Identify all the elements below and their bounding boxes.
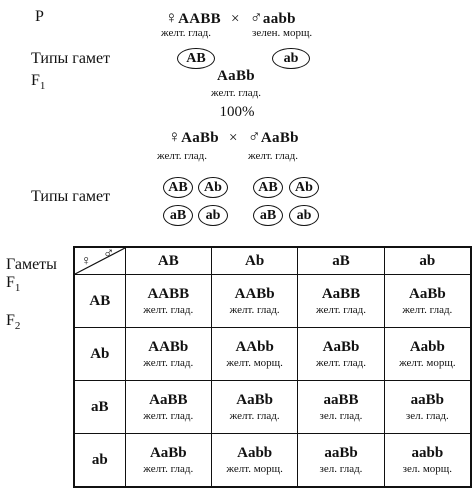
offspring-cell bbox=[384, 328, 471, 381]
parental-cross bbox=[165, 8, 296, 28]
female-genotype: AABB bbox=[178, 11, 221, 27]
cell-genotype: aaBb bbox=[410, 392, 444, 408]
row-header: AB bbox=[74, 275, 125, 328]
male-gamete: AB bbox=[253, 177, 283, 198]
cell-phenotype: желт. морщ. bbox=[399, 357, 456, 369]
cell-genotype: AABB bbox=[147, 286, 190, 302]
cell-phenotype: желт. морщ. bbox=[226, 357, 283, 369]
corner-cell bbox=[74, 247, 125, 275]
female-gamete: Ab bbox=[198, 177, 228, 198]
cell-genotype: AaBb bbox=[149, 445, 187, 461]
cell-genotype: AABb bbox=[234, 286, 275, 302]
label-gamete-types-2: Типы гамет bbox=[31, 188, 111, 205]
cell-genotype: aaBB bbox=[323, 392, 359, 408]
offspring-cell bbox=[211, 328, 297, 381]
cell-phenotype: желт. глад. bbox=[143, 304, 194, 316]
label-gametes: Гаметы bbox=[6, 256, 57, 273]
cell-genotype: AaBB bbox=[321, 286, 361, 302]
cell-genotype: AaBb bbox=[236, 392, 273, 408]
label-f1-table: $F_1$ bbox=[6, 274, 21, 295]
cell-phenotype: желт. глад. bbox=[143, 357, 194, 369]
cell-genotype: AABb bbox=[148, 339, 189, 355]
female-symbol: ♀ bbox=[165, 8, 179, 27]
cell-phenotype: желт. глад. bbox=[143, 463, 194, 475]
offspring-cell bbox=[298, 328, 384, 381]
column-header: Ab bbox=[211, 247, 297, 275]
f1-cross bbox=[168, 127, 299, 147]
female-symbol: ♀ bbox=[168, 127, 182, 146]
male-genotype: aabb bbox=[262, 11, 296, 27]
cell-genotype: Aabb bbox=[409, 339, 445, 355]
cell-genotype: AaBB bbox=[149, 392, 188, 408]
row-header: aB bbox=[74, 381, 125, 434]
offspring-cell bbox=[125, 434, 211, 488]
cross-times: × bbox=[229, 130, 238, 146]
male-symbol: ♂ bbox=[249, 8, 263, 27]
female-symbol: ♀ bbox=[81, 254, 92, 269]
male-symbol: ♂ bbox=[103, 246, 115, 262]
male-gamete: ab bbox=[289, 205, 319, 226]
label-f1: $F_1$ bbox=[31, 72, 46, 93]
cell-phenotype: желт. глад. bbox=[229, 410, 280, 422]
cell-genotype: AaBb bbox=[408, 286, 446, 302]
female-phenotype: желт. глад. bbox=[161, 27, 211, 39]
punnett-square bbox=[73, 246, 472, 488]
cell-phenotype: зел. морщ. bbox=[402, 463, 453, 475]
cell-genotype: aaBb bbox=[324, 445, 358, 461]
cell-phenotype: зел. глад. bbox=[319, 463, 363, 475]
cell-phenotype: желт. глад. bbox=[316, 357, 366, 369]
offspring-cell bbox=[125, 275, 211, 328]
row-header: ab bbox=[74, 434, 125, 488]
cell-phenotype: зел. глад. bbox=[319, 410, 363, 422]
label-f2: $F_2$ bbox=[6, 312, 21, 333]
offspring-cell bbox=[384, 381, 471, 434]
p-gamete: AB bbox=[177, 48, 215, 69]
cell-phenotype: желт. морщ. bbox=[226, 463, 283, 475]
f1-phenotype: желт. глад. bbox=[211, 87, 261, 99]
male-gamete: aB bbox=[253, 205, 283, 226]
male-gamete: Ab bbox=[289, 177, 319, 198]
cell-genotype: AaBb bbox=[322, 339, 360, 355]
offspring-cell bbox=[125, 381, 211, 434]
offspring-cell bbox=[298, 275, 384, 328]
cell-genotype: aabb bbox=[411, 445, 444, 461]
column-header: AB bbox=[125, 247, 211, 275]
table-row bbox=[74, 434, 471, 488]
cell-phenotype: желт. глад. bbox=[316, 304, 366, 316]
offspring-cell bbox=[298, 434, 384, 488]
offspring-cell bbox=[125, 328, 211, 381]
cell-genotype: AAbb bbox=[235, 339, 274, 355]
female-gamete: AB bbox=[163, 177, 193, 198]
offspring-cell bbox=[384, 275, 471, 328]
table-row bbox=[74, 275, 471, 328]
label-gamete-types: Типы гамет bbox=[31, 50, 111, 67]
f1-genotype: AaBb bbox=[217, 68, 255, 84]
offspring-cell bbox=[298, 381, 384, 434]
cell-genotype: Aabb bbox=[237, 445, 273, 461]
offspring-cell bbox=[384, 434, 471, 488]
offspring-cell bbox=[211, 434, 297, 488]
f1-percent: 100% bbox=[219, 104, 255, 120]
column-header: aB bbox=[298, 247, 384, 275]
row-header: Ab bbox=[74, 328, 125, 381]
table-row bbox=[74, 328, 471, 381]
header-row bbox=[74, 247, 471, 275]
female-genotype: AaBb bbox=[181, 130, 219, 146]
p-gamete: ab bbox=[272, 48, 310, 69]
female-gamete: ab bbox=[198, 205, 228, 226]
cell-phenotype: зел. глад. bbox=[405, 410, 449, 422]
male-genotype: AaBb bbox=[260, 130, 299, 146]
label-p: P bbox=[35, 8, 44, 25]
male-phenotype: желт. глад. bbox=[248, 150, 298, 162]
table-row bbox=[74, 381, 471, 434]
cell-phenotype: желт. глад. bbox=[143, 410, 194, 422]
male-phenotype: зелен. морщ. bbox=[252, 27, 313, 39]
female-phenotype: желт. глад. bbox=[157, 150, 207, 162]
cell-phenotype: желт. глад. bbox=[229, 304, 280, 316]
offspring-cell bbox=[211, 381, 297, 434]
cell-phenotype: желт. глад. bbox=[402, 304, 453, 316]
female-gamete: aB bbox=[163, 205, 193, 226]
offspring-cell bbox=[211, 275, 297, 328]
cross-times: × bbox=[231, 11, 240, 27]
column-header: ab bbox=[384, 247, 471, 275]
male-symbol: ♂ bbox=[247, 127, 261, 146]
